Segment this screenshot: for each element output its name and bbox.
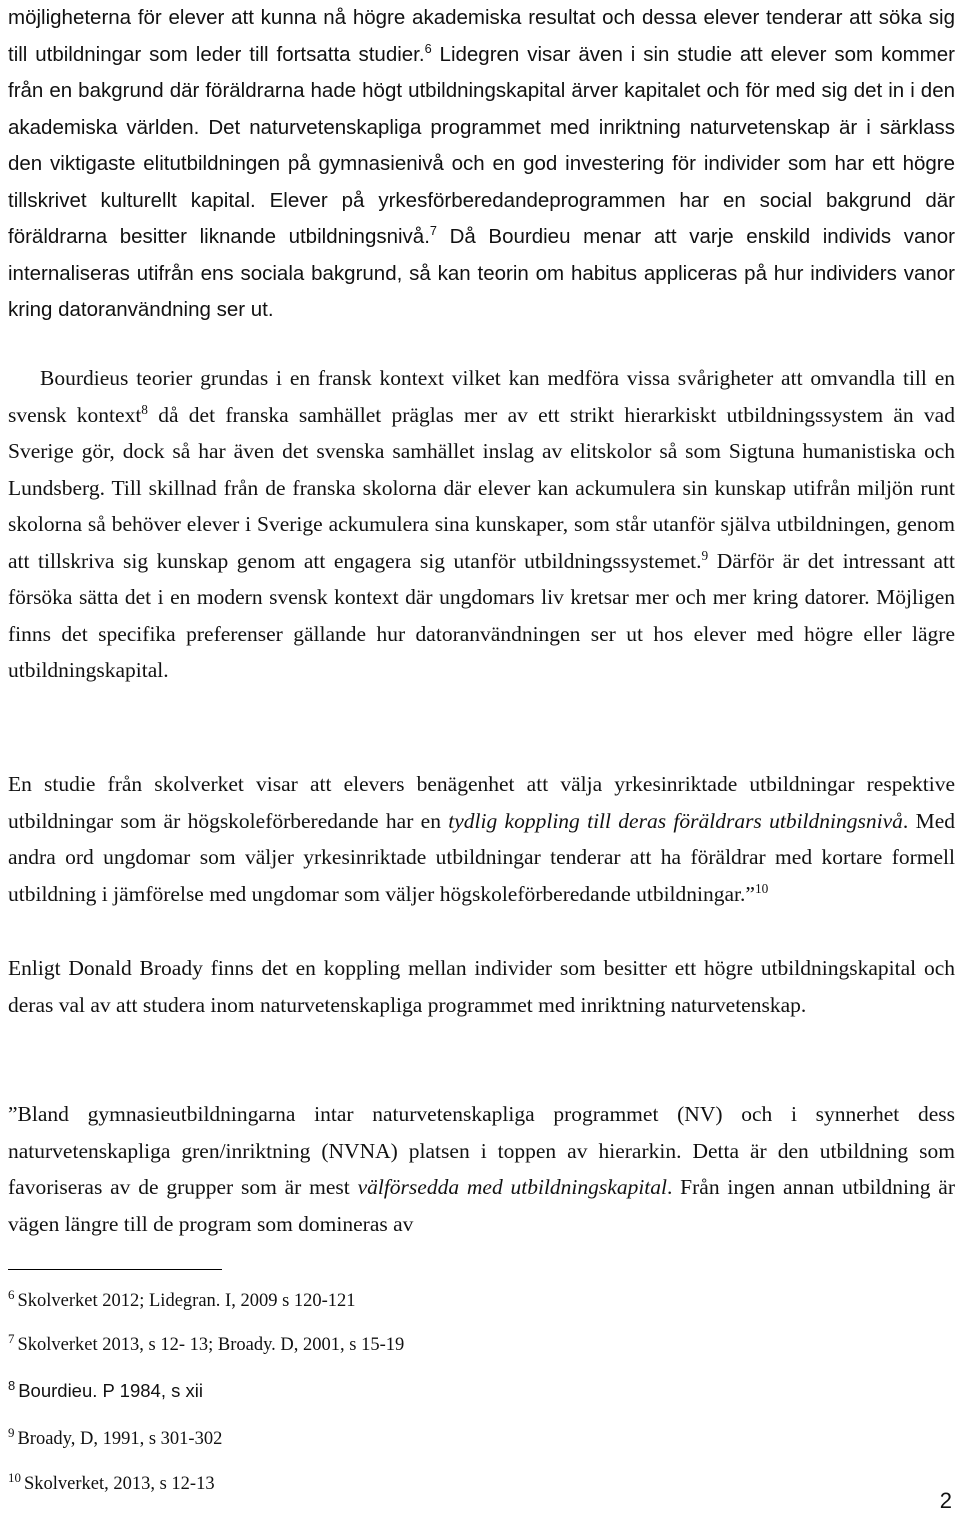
- footnote-6: $^6$ Skolverket 2012; Lidegran. I, 2009 s 120-121: [8, 1286, 356, 1311]
- footnote-ref-10: 10: [754, 880, 769, 896]
- footnote-divider: [8, 1269, 222, 1270]
- footnote-7: $^7$ Skolverket 2013, s 12- 13; Broady. D, 2001, s 15-19: [8, 1330, 405, 1355]
- emphasis-text: välförsedda med utbildningskapital: [357, 1175, 667, 1199]
- emphasis-text: tydlig koppling till deras föräldrars utbildningsnivå: [448, 808, 903, 833]
- paragraph-5-quote: ”Bland gymnasieutbildningarna intar naturvetenskapliga programmet (NV) och i synnerhet dess naturvetenskapliga gren/inriktning (NVNA) platsen i toppen av hierarkin. Detta är den utbildning som favoriseras av de grupper som är mest välförsedda med utbildningskapital. Från ingen annan utbildning är vägen längre till de program som domineras av: [8, 1102, 955, 1236]
- footnote-10: $^{10}$ Skolverket, 2013, s 12-13: [8, 1469, 215, 1494]
- footnote-9: $^9$ Broady, D, 1991, s 301-302: [8, 1424, 223, 1449]
- footnote-ref-8: 8: [141, 401, 148, 417]
- footnote-8: $^8$ Bourdieu. P 1984, s xii: [8, 1377, 203, 1401]
- paragraph-1: möjligheterna för elever att kunna nå högre akademiska resultat och dessa elever tenderar att söka sig till utbildningar som leder till fortsatta studier.$^6$ Lidegren visar även i sin studie att elever som kommer från en bakgrund där föräldrarna hade högt utbildningskapital ärver kapitalet och för med sig det in i den akademiska världen. Det naturvetenskapliga programmet med inriktning naturvetenskap är i särklass den viktigaste elitutbildningen på gymnasienivå och en god investering för individer som har ett högre tillskrivet kulturellt kapital. Elever på yrkesförberedandeprogrammen har en social bakgrund där föräldrarna besitter liknande utbildningsnivå.$^7$ Då Bourdieu menar att varje enskild individs vanor internaliseras utifrån ens sociala bakgrund, så kan teorin om habitus appliceras på hur individers vanor kring datoranvändning ser ut.: [8, 6, 955, 321]
- paragraph-4: Enligt Donald Broady finns det en koppling mellan individer som besitter ett högre utbildningskapital och deras val av att studera inom naturvetenskapliga programmet med inriktning naturvetenskap.: [8, 956, 955, 1017]
- paragraph-2: Bourdieus teorier grundas i en fransk kontext vilket kan medföra vissa svårigheter att omvandla till en svensk kontext$^8$ då det franska samhället präglas mer av ett strikt hierarkiskt utbildningssystem än vad Sverige gör, dock så har även det svenska samhället inslag av elitskolor så som Sigtuna humanistiska och Lundsberg. Till skillnad från de franska skolorna där elever kan ackumulera sin kunskap utifrån miljön runt skolorna så behöver elever i Sverige ackumulera sina kunskaper, som står utanför själva utbildningen, genom att tillskriva sig kunskap genom att engagera sig utanför utbildningssystemet.$^9$ Därför är det intressant att försöka sätta det i en modern svensk kontext där ungdomars liv kretsar mer och mer kring datorer. Möjligen finns det specifika preferenser gällande hur datoranvändningen ser ut hos elever med högre eller lägre utbildningskapital.: [8, 366, 955, 682]
- paragraph-3: En studie från skolverket visar att elevers benägenhet att välja yrkesinriktade utbildningar respektive utbildningar som är högskoleförberedande har en tydlig koppling till deras föräldrars utbildningsnivå. Med andra ord ungdomar som väljer yrkesinriktade utbildningar tenderar att ha föräldrar med kortare formell utbildning i jämförelse med ungdomar som väljer högskoleförberedande utbildningar.”$^{10}$: [8, 772, 955, 906]
- footnote-ref-9: 9: [701, 547, 709, 563]
- page-number: 2: [939, 1488, 952, 1513]
- footnote-ref-6: 6: [424, 40, 432, 56]
- footnote-ref-7: 7: [429, 223, 437, 239]
